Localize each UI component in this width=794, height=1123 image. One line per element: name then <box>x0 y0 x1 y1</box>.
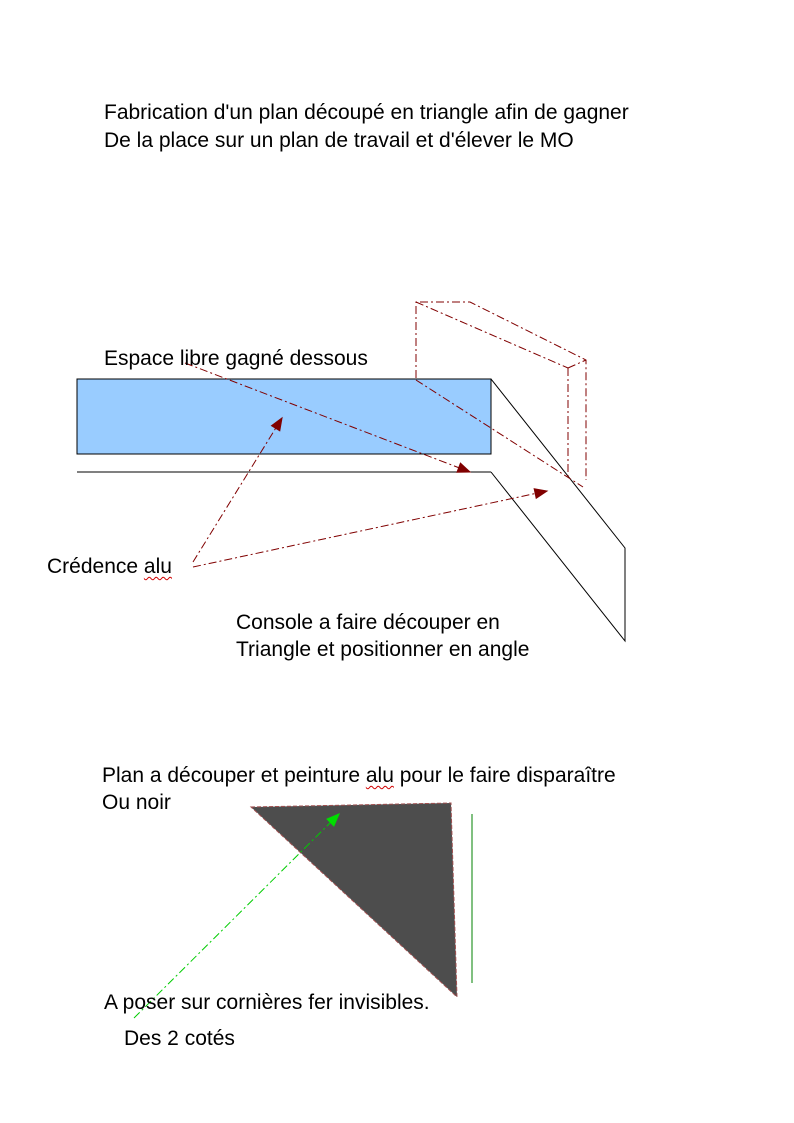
label-plan-end: pour le faire disparaître <box>393 764 616 787</box>
label-console-line-1: Console a faire découper en <box>236 611 500 634</box>
intro-line-2: De la place sur un plan de travail et d'élever le MO <box>104 129 574 152</box>
credence-alu-block <box>77 379 491 454</box>
label-credence-alu <box>47 553 172 580</box>
angled-side-panel <box>491 379 625 641</box>
triangle-plan <box>251 803 457 997</box>
label-plan-alu: alu <box>365 764 394 787</box>
label-credence-alu-word: alu <box>143 555 172 578</box>
label-espace-libre: Espace libre gagné dessous <box>104 347 368 370</box>
green-arrow <box>134 814 339 1018</box>
label-poser-line-2: Des 2 cotés <box>124 1027 235 1050</box>
label-poser-line-1: A poser sur cornières fer invisibles. <box>104 991 430 1014</box>
label-plan-line-2: Ou noir <box>102 791 171 814</box>
label-plan-line-1 <box>102 762 616 789</box>
intro-line-1: Fabrication d'un plan découpé en triangle afin de gagner <box>104 101 629 124</box>
label-credence-word: Crédence <box>47 555 139 578</box>
arrow-credence-to-panel <box>193 491 547 567</box>
label-console-line-2: Triangle et positionner en angle <box>236 638 530 661</box>
label-plan-start: Plan a découper et peinture <box>102 764 366 787</box>
